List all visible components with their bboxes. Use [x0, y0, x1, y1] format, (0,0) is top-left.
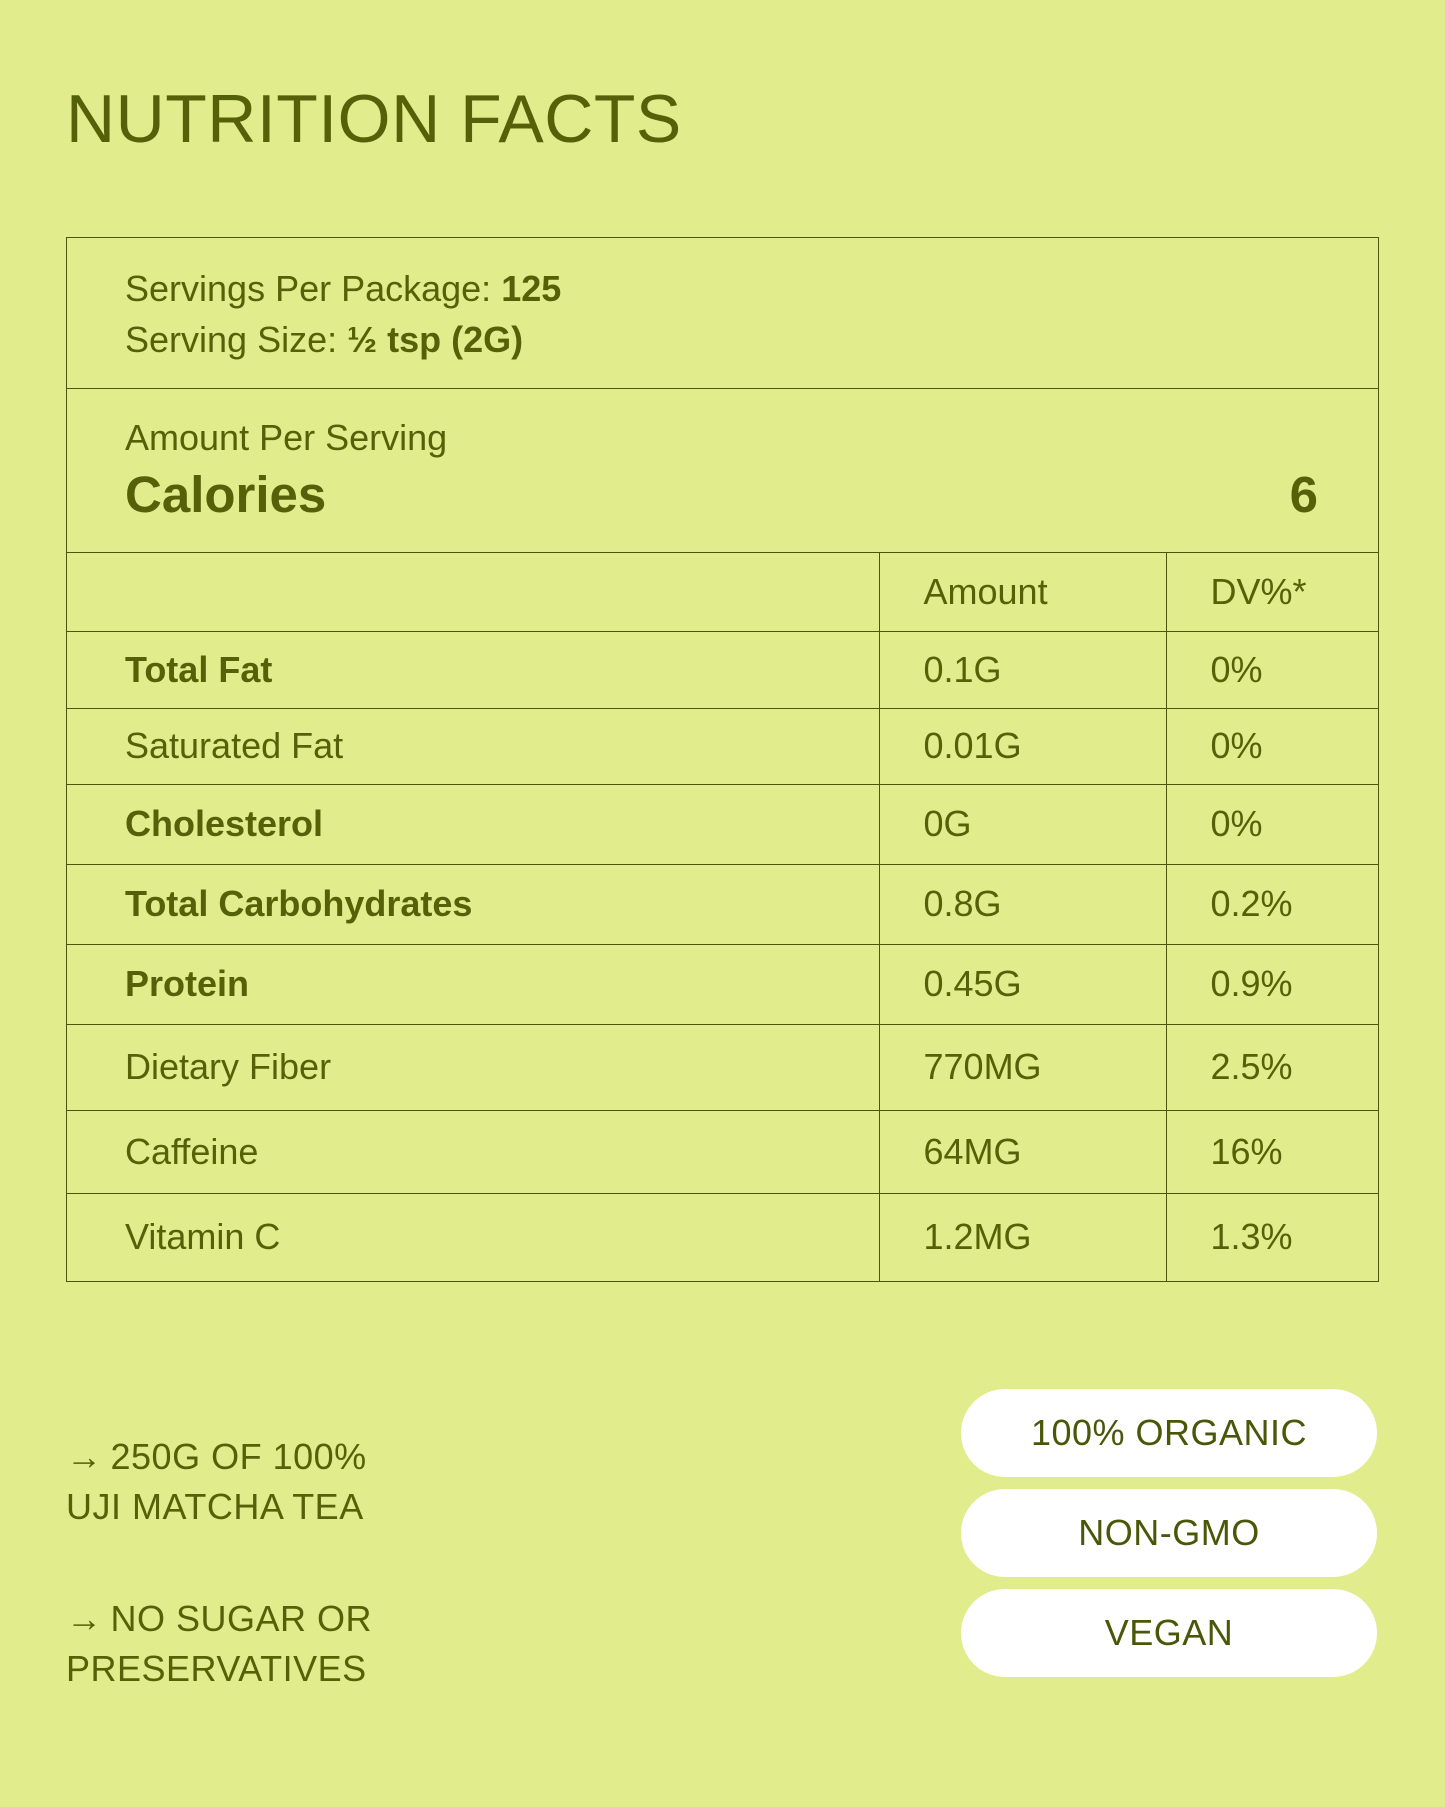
note-item	[66, 1594, 372, 1694]
serving-size-value: ½ tsp (2G)	[347, 319, 524, 360]
table-row	[67, 708, 1378, 784]
nutrient-name: Saturated Fat	[67, 708, 879, 784]
badge-list	[961, 1389, 1377, 1689]
servings-section	[67, 238, 1378, 389]
nutrient-dv: 1.3%	[1166, 1193, 1378, 1281]
nutrient-name: Total Carbohydrates	[67, 864, 879, 944]
note-text-line: 250G OF 100%	[110, 1436, 367, 1477]
nutrition-panel	[66, 237, 1379, 1282]
servings-per-package	[125, 263, 1378, 314]
nutrient-amount: 64MG	[879, 1110, 1166, 1193]
nutrient-name: Caffeine	[67, 1110, 879, 1193]
table-row	[67, 864, 1378, 944]
nutrient-amount: 0.8G	[879, 864, 1166, 944]
arrow-right-icon: →	[66, 1436, 103, 1477]
nutrient-dv: 0%	[1166, 708, 1378, 784]
nutrient-amount: 770MG	[879, 1024, 1166, 1110]
nutrient-amount: 0G	[879, 784, 1166, 864]
nutrient-dv: 0.9%	[1166, 944, 1378, 1024]
note-text-line: PRESERVATIVES	[66, 1648, 367, 1689]
serving-size-label: Serving Size:	[125, 319, 348, 360]
nutrient-name: Total Fat	[67, 631, 879, 708]
badge-vegan: VEGAN	[961, 1589, 1377, 1677]
nutrient-amount: 0.45G	[879, 944, 1166, 1024]
table-row	[67, 1110, 1378, 1193]
table-header-row	[67, 553, 1378, 631]
nutrient-dv: 0%	[1166, 784, 1378, 864]
badge-non-gmo: NON-GMO	[961, 1489, 1377, 1577]
serving-size	[125, 314, 1378, 365]
calories-label: Calories	[125, 466, 327, 523]
calories-section	[67, 389, 1378, 553]
product-notes	[66, 1432, 372, 1756]
page-title: NUTRITION FACTS	[66, 81, 682, 157]
nutrient-name: Vitamin C	[125, 1216, 281, 1258]
table-row	[67, 631, 1378, 708]
table-row	[67, 1193, 1378, 1281]
calories-row	[125, 463, 1318, 527]
note-item	[66, 1432, 372, 1532]
nutrient-table	[67, 553, 1378, 1281]
nutrient-dv: 16%	[1166, 1110, 1378, 1193]
nutrient-dv: 2.5%	[1166, 1024, 1378, 1110]
note-text-line: NO SUGAR OR	[110, 1598, 373, 1639]
nutrient-amount: 0.01G	[879, 708, 1166, 784]
nutrient-name: Protein	[67, 944, 879, 1024]
table-row	[67, 944, 1378, 1024]
nutrient-name: Cholesterol	[67, 784, 879, 864]
badge-organic: 100% ORGANIC	[961, 1389, 1377, 1477]
table-header-dv: DV%*	[1166, 553, 1378, 631]
amount-per-serving-label: Amount Per Serving	[125, 417, 448, 458]
calories-value: 6	[1289, 466, 1318, 523]
nutrient-amount: 0.1G	[879, 631, 1166, 708]
nutrient-dv: 0.2%	[1166, 864, 1378, 944]
table-header-nutrient	[67, 553, 879, 631]
table-row	[67, 1024, 1378, 1110]
nutrient-amount: 1.2MG	[879, 1193, 1166, 1281]
table-row	[67, 784, 1378, 864]
nutrient-name: Dietary Fiber	[67, 1024, 879, 1110]
servings-per-package-label: Servings Per Package:	[125, 268, 502, 309]
note-text-line: UJI MATCHA TEA	[66, 1486, 364, 1527]
servings-per-package-value: 125	[501, 268, 562, 309]
nutrient-dv: 0%	[1166, 631, 1378, 708]
arrow-right-icon: →	[66, 1598, 103, 1639]
table-header-amount: Amount	[879, 553, 1166, 631]
